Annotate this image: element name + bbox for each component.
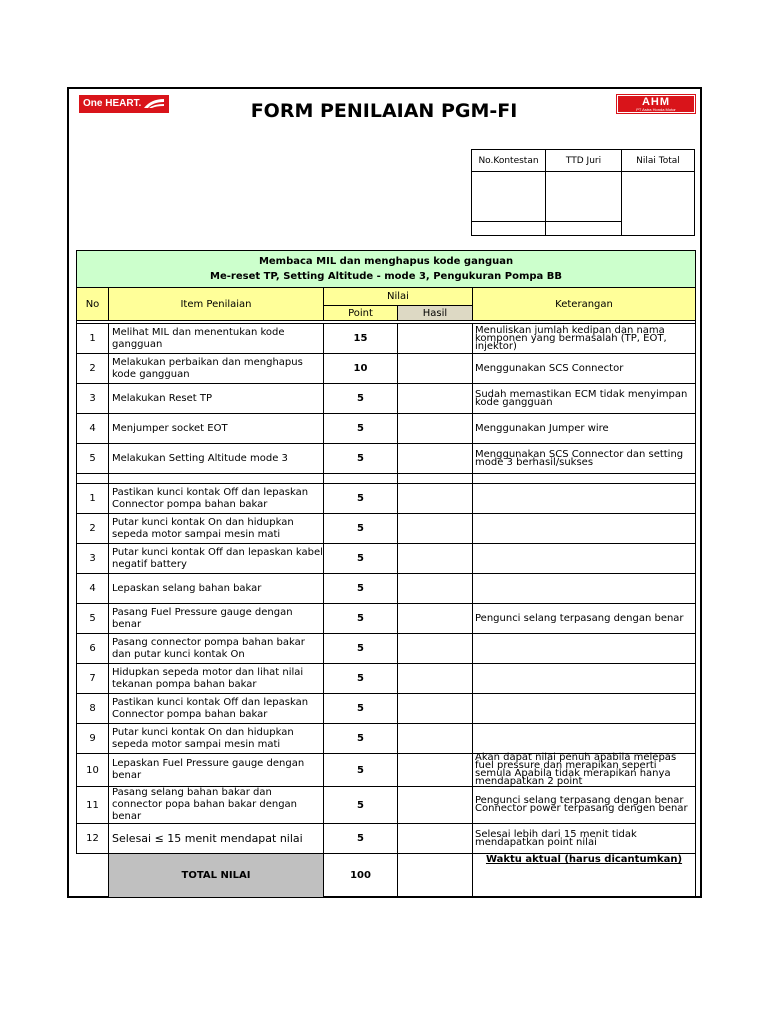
ahm-logo-subtext: PT Astra Honda Motor xyxy=(636,107,676,112)
row-item: Melakukan Setting Altitude mode 3 xyxy=(109,444,324,474)
table-row xyxy=(77,324,696,354)
row-item: Putar kunci kontak On dan hidupkan sepeda motor sampai mesin mati xyxy=(109,514,324,544)
row-keterangan xyxy=(473,664,696,694)
col-nilai-header: Nilai xyxy=(324,288,473,306)
row-point: 5 xyxy=(324,787,398,824)
row-item: Pastikan kunci kontak Off dan lepaskan Connector pompa bahan bakar xyxy=(109,484,324,514)
table-row xyxy=(77,574,696,604)
row-hasil-field[interactable] xyxy=(398,604,473,634)
total-hasil-field[interactable] xyxy=(398,854,473,898)
row-no: 12 xyxy=(77,824,109,854)
row-hasil-field[interactable] xyxy=(398,484,473,514)
row-no: 5 xyxy=(77,604,109,634)
row-keterangan xyxy=(473,484,696,514)
nilai-total-field[interactable] xyxy=(622,172,695,236)
assessment-table xyxy=(76,250,696,898)
ahm-logo-text: AHM xyxy=(641,96,671,108)
row-no: 3 xyxy=(77,544,109,574)
row-item: Putar kunci kontak Off dan lepaskan kabel negatif battery xyxy=(109,544,324,574)
row-keterangan: Menuliskan jumlah kedipan dan nama komponen yang bermasalah (TP, EOT, injektor) xyxy=(473,324,696,354)
table-row xyxy=(77,724,696,754)
row-item: Melakukan Reset TP xyxy=(109,384,324,414)
row-point: 5 xyxy=(324,414,398,444)
row-hasil-field[interactable] xyxy=(398,514,473,544)
table-row xyxy=(77,544,696,574)
row-item: Pasang Fuel Pressure gauge dengan benar xyxy=(109,604,324,634)
col-item-header: Item Penilaian xyxy=(109,288,324,321)
row-keterangan xyxy=(473,514,696,544)
no-kontestan-header: No.Kontestan xyxy=(472,150,546,172)
ttd-juri-field[interactable] xyxy=(546,172,622,222)
row-item: Melihat MIL dan menentukan kode gangguan xyxy=(109,324,324,354)
table-row xyxy=(77,414,696,444)
row-hasil-field[interactable] xyxy=(398,694,473,724)
row-hasil-field[interactable] xyxy=(398,444,473,474)
table-row xyxy=(77,754,696,787)
row-keterangan xyxy=(473,634,696,664)
row-hasil-field[interactable] xyxy=(398,664,473,694)
row-no: 9 xyxy=(77,724,109,754)
row-no: 7 xyxy=(77,664,109,694)
row-point: 5 xyxy=(324,484,398,514)
row-point: 5 xyxy=(324,824,398,854)
ttd-juri-extra xyxy=(546,222,622,236)
row-point: 5 xyxy=(324,544,398,574)
row-point: 5 xyxy=(324,634,398,664)
row-hasil-field[interactable] xyxy=(398,724,473,754)
row-item: Hidupkan sepeda motor dan lihat nilai tekanan pompa bahan bakar xyxy=(109,664,324,694)
row-keterangan: Akan dapat nilai penuh apabila melepas fuel pressure dan merapikan seperti semula Apabila tidak merapikan hanya mendapatkan 2 point xyxy=(473,754,696,787)
row-keterangan xyxy=(473,574,696,604)
row-point: 5 xyxy=(324,664,398,694)
row-keterangan: Menggunakan SCS Connector xyxy=(473,354,696,384)
table-row xyxy=(77,514,696,544)
row-hasil-field[interactable] xyxy=(398,414,473,444)
row-no: 1 xyxy=(77,484,109,514)
row-hasil-field[interactable] xyxy=(398,574,473,604)
table-row xyxy=(77,694,696,724)
col-hasil-header: Hasil xyxy=(398,306,473,321)
row-hasil-field[interactable] xyxy=(398,324,473,354)
row-hasil-field[interactable] xyxy=(398,384,473,414)
table-row xyxy=(77,787,696,824)
row-no: 3 xyxy=(77,384,109,414)
total-label: TOTAL NILAI xyxy=(109,854,324,898)
row-point: 5 xyxy=(324,694,398,724)
row-no: 6 xyxy=(77,634,109,664)
row-point: 5 xyxy=(324,724,398,754)
row-no: 4 xyxy=(77,574,109,604)
section-line-1: Membaca MIL dan menghapus kode ganguan xyxy=(258,256,514,267)
nilai-total-header: Nilai Total xyxy=(622,150,695,172)
row-item: Pastikan kunci kontak Off dan lepaskan Connector pompa bahan bakar xyxy=(109,694,324,724)
total-row xyxy=(77,854,696,898)
row-item: Lepaskan Fuel Pressure gauge dengan benar xyxy=(109,754,324,787)
table-row xyxy=(77,664,696,694)
no-kontestan-extra xyxy=(472,222,546,236)
row-point: 5 xyxy=(324,514,398,544)
col-point-header: Point xyxy=(324,306,398,321)
row-point: 15 xyxy=(324,324,398,354)
row-hasil-field[interactable] xyxy=(398,634,473,664)
row-hasil-field[interactable] xyxy=(398,754,473,787)
row-keterangan: Menggunakan Jumper wire xyxy=(473,414,696,444)
row-item: Menjumper socket EOT xyxy=(109,414,324,444)
section-line-2: Me-reset TP, Setting Altitude - mode 3, Pengukuran Pompa BB xyxy=(210,271,563,282)
row-keterangan xyxy=(473,544,696,574)
row-no: 11 xyxy=(77,787,109,824)
row-item: Lepaskan selang bahan bakar xyxy=(109,574,324,604)
row-keterangan: Pengunci selang terpasang dengan benar xyxy=(473,604,696,634)
row-point: 5 xyxy=(324,384,398,414)
row-item: Melakukan perbaikan dan menghapus kode gangguan xyxy=(109,354,324,384)
row-hasil-field[interactable] xyxy=(398,787,473,824)
table-row xyxy=(77,384,696,414)
row-keterangan: Menggunakan SCS Connector dan setting mode 3 berhasil/sukses xyxy=(473,444,696,474)
row-item: Putar kunci kontak On dan hidupkan sepeda motor sampai mesin mati xyxy=(109,724,324,754)
row-no: 4 xyxy=(77,414,109,444)
row-point: 5 xyxy=(324,574,398,604)
logo-left-text: One HEART. xyxy=(83,98,142,109)
row-no: 2 xyxy=(77,514,109,544)
table-row xyxy=(77,604,696,634)
row-hasil-field[interactable] xyxy=(398,544,473,574)
no-kontestan-field[interactable] xyxy=(472,172,546,222)
contestant-box xyxy=(471,149,695,236)
row-keterangan: Selesai lebih dari 15 menit tidak mendapatkan point nilai xyxy=(473,824,696,854)
separator-row xyxy=(77,474,696,484)
row-keterangan xyxy=(473,724,696,754)
col-no-header: No xyxy=(77,288,109,321)
row-point: 10 xyxy=(324,354,398,384)
total-value: 100 xyxy=(324,854,398,898)
section-header xyxy=(77,251,696,288)
row-item: Pasang connector pompa bahan bakar dan putar kunci kontak On xyxy=(109,634,324,664)
table-row xyxy=(77,444,696,474)
row-hasil-field[interactable] xyxy=(398,354,473,384)
ttd-juri-header: TTD Juri xyxy=(546,150,622,172)
table-row xyxy=(77,824,696,854)
row-no: 1 xyxy=(77,324,109,354)
table-row xyxy=(77,354,696,384)
table-row xyxy=(77,634,696,664)
row-hasil-field[interactable] xyxy=(398,824,473,854)
waktu-aktual-label: Waktu aktual (harus dicantumkan) xyxy=(473,854,696,898)
col-keterangan-header: Keterangan xyxy=(473,288,696,321)
row-keterangan: Sudah memastikan ECM tidak menyimpan kode gangguan xyxy=(473,384,696,414)
row-point: 5 xyxy=(324,754,398,787)
row-point: 5 xyxy=(324,444,398,474)
page-title: FORM PENILAIAN PGM-FI xyxy=(250,100,518,122)
row-item: Selesai ≤ 15 menit mendapat nilai xyxy=(109,824,324,854)
table-row xyxy=(77,484,696,514)
row-keterangan xyxy=(473,694,696,724)
row-item: Pasang selang bahan bakar dan connector popa bahan bakar dengan benar xyxy=(109,787,324,824)
row-no: 2 xyxy=(77,354,109,384)
row-no: 5 xyxy=(77,444,109,474)
row-no: 8 xyxy=(77,694,109,724)
row-no: 10 xyxy=(77,754,109,787)
row-keterangan: Pengunci selang terpasang dengan benar Connector power terpasang dengen benar xyxy=(473,787,696,824)
row-point: 5 xyxy=(324,604,398,634)
